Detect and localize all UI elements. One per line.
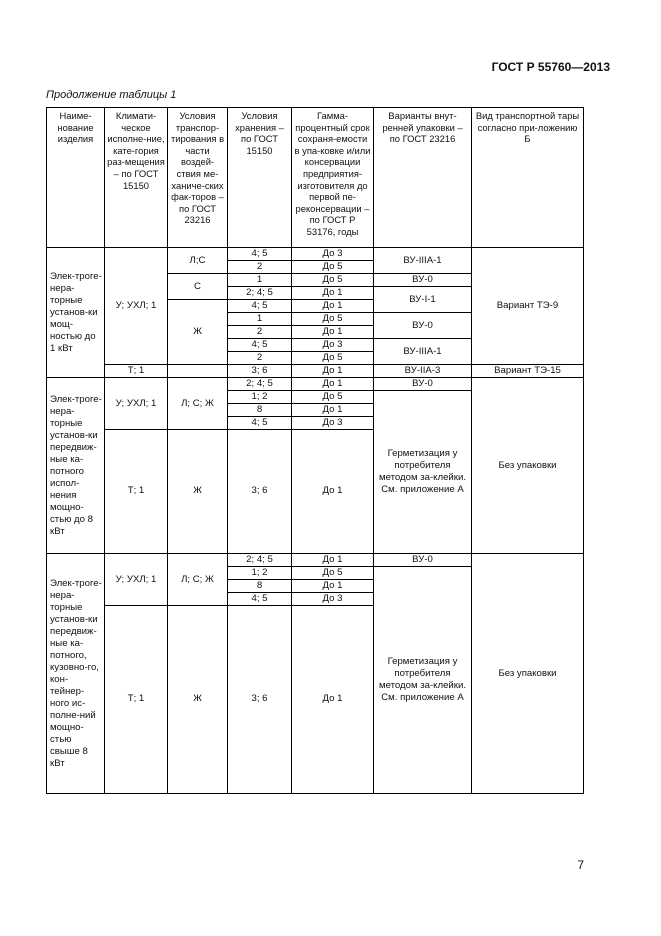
table-row bbox=[47, 365, 584, 378]
table-row bbox=[47, 554, 584, 567]
transport-cell bbox=[168, 365, 228, 378]
storage-cell: 4; 5 bbox=[228, 417, 292, 430]
storage-cell: 3; 6 bbox=[228, 365, 292, 378]
product-table bbox=[46, 107, 584, 794]
document-code: ГОСТ Р 55760—2013 bbox=[491, 60, 610, 74]
table-caption: Продолжение таблицы 1 bbox=[46, 89, 177, 101]
header-container: Вид транспортной тары согласно при-ложению Б bbox=[472, 108, 584, 248]
header-inner-packing: Варианты внут-ренней упаковки – по ГОСТ 23216 bbox=[374, 108, 472, 248]
packing-cell: ВУ-IIIA-1 bbox=[374, 248, 472, 274]
storage-cell: 2 bbox=[228, 352, 292, 365]
storage-cell: 8 bbox=[228, 404, 292, 417]
climate-cell: Т; 1 bbox=[105, 365, 168, 378]
table-header-row bbox=[47, 108, 584, 248]
transport-cell: Ж bbox=[168, 300, 228, 365]
storage-cell: 2 bbox=[228, 261, 292, 274]
packing-cell: ВУ-0 bbox=[374, 378, 472, 391]
term-cell: До 1 bbox=[292, 580, 374, 593]
transport-cell: Ж bbox=[168, 430, 228, 554]
packing-cell: Герметизация у потребителя методом за-клейки. См. приложение А bbox=[374, 567, 472, 794]
packing-cell: ВУ-IIIA-1 bbox=[374, 339, 472, 365]
term-cell: До 3 bbox=[292, 339, 374, 352]
term-cell: До 1 bbox=[292, 554, 374, 567]
table-row bbox=[47, 378, 584, 391]
packing-cell: ВУ-I-1 bbox=[374, 287, 472, 313]
climate-cell: Т; 1 bbox=[105, 430, 168, 554]
term-cell: До 3 bbox=[292, 593, 374, 606]
storage-cell: 2; 4; 5 bbox=[228, 287, 292, 300]
container-cell: Без упаковки bbox=[472, 554, 584, 794]
term-cell: До 1 bbox=[292, 287, 374, 300]
storage-cell: 1 bbox=[228, 313, 292, 326]
term-cell: До 1 bbox=[292, 430, 374, 554]
header-product-name: Наиме-нование изделия bbox=[47, 108, 105, 248]
transport-cell: С bbox=[168, 274, 228, 300]
storage-cell: 3; 6 bbox=[228, 606, 292, 794]
storage-cell: 3; 6 bbox=[228, 430, 292, 554]
storage-cell: 4; 5 bbox=[228, 248, 292, 261]
container-cell: Вариант ТЭ-15 bbox=[472, 365, 584, 378]
climate-cell: У; УХЛ; 1 bbox=[105, 248, 168, 365]
packing-cell: ВУ-0 bbox=[374, 274, 472, 287]
transport-cell: Л; С; Ж bbox=[168, 378, 228, 430]
term-cell: До 5 bbox=[292, 391, 374, 404]
header-storage-term: Гамма-процентный срок сохраня-емости в упа-ковке и/или консервации предприятия-изготовителя до первой пе-реконсервации – по ГОСТ Р 53176, годы bbox=[292, 108, 374, 248]
storage-cell: 1 bbox=[228, 274, 292, 287]
climate-cell: У; УХЛ; 1 bbox=[105, 378, 168, 430]
climate-cell: Т; 1 bbox=[105, 606, 168, 794]
product-name-cell: Элек-троге-нера-торные установ-ки мощ-ностью до 1 кВт bbox=[47, 248, 105, 378]
table-row bbox=[47, 248, 584, 261]
header-storage: Условия хранения – по ГОСТ 15150 bbox=[228, 108, 292, 248]
container-cell: Вариант ТЭ-9 bbox=[472, 248, 584, 365]
term-cell: До 1 bbox=[292, 326, 374, 339]
packing-cell: ВУ-0 bbox=[374, 554, 472, 567]
term-cell: До 5 bbox=[292, 313, 374, 326]
storage-cell: 4; 5 bbox=[228, 339, 292, 352]
header-climate: Климати-ческое исполне-ние, кате-гория раз-мещения – по ГОСТ 15150 bbox=[105, 108, 168, 248]
storage-cell: 4; 5 bbox=[228, 593, 292, 606]
term-cell: До 5 bbox=[292, 261, 374, 274]
climate-cell: У; УХЛ; 1 bbox=[105, 554, 168, 606]
term-cell: До 1 bbox=[292, 378, 374, 391]
term-cell: До 3 bbox=[292, 248, 374, 261]
packing-cell: ВУ-0 bbox=[374, 313, 472, 339]
container-cell: Без упаковки bbox=[472, 378, 584, 554]
packing-cell: Герметизация у потребителя методом за-клейки. См. приложение А bbox=[374, 391, 472, 554]
storage-cell: 8 bbox=[228, 580, 292, 593]
transport-cell: Л;С bbox=[168, 248, 228, 274]
product-name-cell: Элек-троге-нера-торные установ-ки передвиж-ные ка-потного испол-нения мощно-стью до 8 кВт bbox=[47, 378, 105, 554]
storage-cell: 2; 4; 5 bbox=[228, 378, 292, 391]
transport-cell: Л; С; Ж bbox=[168, 554, 228, 606]
storage-cell: 1; 2 bbox=[228, 391, 292, 404]
term-cell: До 1 bbox=[292, 300, 374, 313]
page-number: 7 bbox=[577, 858, 584, 872]
storage-cell: 1; 2 bbox=[228, 567, 292, 580]
term-cell: До 5 bbox=[292, 274, 374, 287]
storage-cell: 4; 5 bbox=[228, 300, 292, 313]
term-cell: До 3 bbox=[292, 417, 374, 430]
header-transport: Условия транспор-тирования в части воздей-ствия ме-ханиче-ских фак-торов – по ГОСТ 23216 bbox=[168, 108, 228, 248]
storage-cell: 2; 4; 5 bbox=[228, 554, 292, 567]
term-cell: До 1 bbox=[292, 365, 374, 378]
product-name-cell: Элек-троге-нера-торные установ-ки передвиж-ные ка-потного, кузовно-го, кон-тейнер-ного ис-полне-ний мощно-стью свыше 8 кВт bbox=[47, 554, 105, 794]
transport-cell: Ж bbox=[168, 606, 228, 794]
term-cell: До 5 bbox=[292, 567, 374, 580]
storage-cell: 2 bbox=[228, 326, 292, 339]
term-cell: До 5 bbox=[292, 352, 374, 365]
term-cell: До 1 bbox=[292, 404, 374, 417]
term-cell: До 1 bbox=[292, 606, 374, 794]
packing-cell: ВУ-IIA-3 bbox=[374, 365, 472, 378]
